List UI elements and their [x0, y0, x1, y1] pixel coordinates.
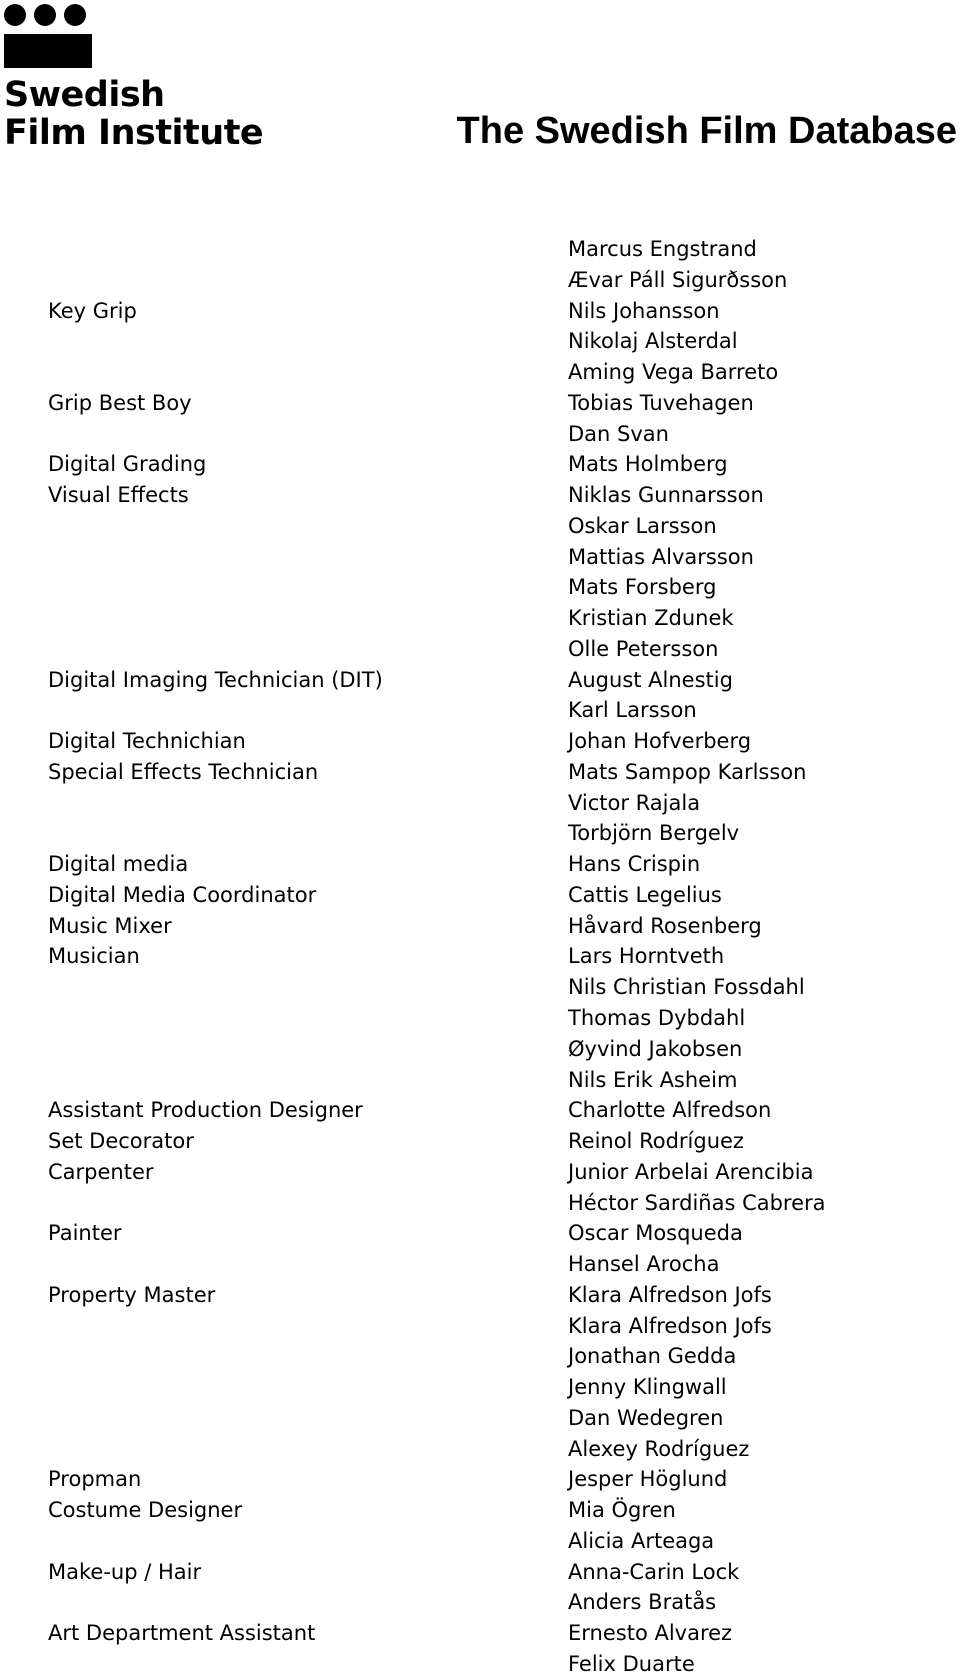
credit-role: Musician — [48, 944, 140, 969]
credit-name: Tobias Tuvehagen — [568, 390, 754, 415]
credit-row — [0, 1311, 960, 1342]
credit-role: Digital Technichian — [48, 729, 246, 754]
credit-role: Digital Imaging Technician (DIT) — [48, 667, 383, 692]
credit-name: Dan Svan — [568, 421, 669, 446]
credit-role: Property Master — [48, 1282, 216, 1307]
credit-row — [0, 1649, 960, 1680]
credit-name: Kristian Zdunek — [568, 606, 734, 631]
credit-row — [0, 1557, 960, 1588]
credit-row — [0, 388, 960, 419]
credit-row — [0, 1526, 960, 1557]
credit-row — [0, 480, 960, 511]
credit-row — [0, 449, 960, 480]
logo-dot — [4, 4, 26, 26]
credit-name: Reinol Rodríguez — [568, 1129, 744, 1154]
credit-row — [0, 1341, 960, 1372]
credit-row — [0, 1249, 960, 1280]
logo-mark — [4, 4, 94, 70]
credit-row — [0, 572, 960, 603]
credit-name: Mats Holmberg — [568, 452, 728, 477]
credit-row — [0, 880, 960, 911]
credit-name: Héctor Sardiñas Cabrera — [568, 1190, 826, 1215]
credit-row — [0, 1003, 960, 1034]
logo-dot — [64, 4, 86, 26]
credit-role: Art Department Assistant — [48, 1621, 316, 1646]
credit-row — [0, 419, 960, 450]
logo-wordmark: Swedish Film Institute — [4, 75, 264, 153]
credit-name: Victor Rajala — [568, 790, 701, 815]
credit-name: Håvard Rosenberg — [568, 913, 762, 938]
credit-role: Visual Effects — [48, 483, 189, 508]
credit-name: Niklas Gunnarsson — [568, 483, 764, 508]
credit-name: Oscar Mosqueda — [568, 1221, 743, 1246]
credit-row — [0, 1403, 960, 1434]
credit-row — [0, 357, 960, 388]
credit-row — [0, 1095, 960, 1126]
credit-row — [0, 1618, 960, 1649]
credit-name: Klara Alfredson Jofs — [568, 1282, 772, 1307]
credit-row — [0, 634, 960, 665]
sfi-logo — [4, 4, 264, 153]
credit-name: Nikolaj Alsterdal — [568, 329, 738, 354]
credit-name: Alicia Arteaga — [568, 1528, 715, 1553]
credit-role: Set Decorator — [48, 1129, 194, 1154]
credit-row — [0, 849, 960, 880]
credit-row — [0, 542, 960, 573]
credit-row — [0, 941, 960, 972]
credit-role: Painter — [48, 1221, 122, 1246]
credit-name: Nils Johansson — [568, 298, 720, 323]
credit-row — [0, 972, 960, 1003]
credit-name: Jesper Höglund — [568, 1467, 728, 1492]
logo-dot — [34, 4, 56, 26]
credit-name: Alexey Rodríguez — [568, 1436, 750, 1461]
credit-row — [0, 234, 960, 265]
logo-block — [46, 34, 92, 68]
credit-row — [0, 695, 960, 726]
credit-name: Lars Horntveth — [568, 944, 725, 969]
credit-row — [0, 326, 960, 357]
credit-role: Make-up / Hair — [48, 1559, 202, 1584]
credit-role: Grip Best Boy — [48, 390, 192, 415]
credit-row — [0, 1280, 960, 1311]
credit-row — [0, 818, 960, 849]
credit-name: Ernesto Alvarez — [568, 1621, 733, 1646]
credit-name: Anna-Carin Lock — [568, 1559, 740, 1584]
credit-name: Thomas Dybdahl — [568, 1006, 746, 1030]
credit-row — [0, 1126, 960, 1157]
credit-row — [0, 1587, 960, 1618]
credit-name: Torbjörn Bergelv — [568, 821, 740, 846]
credit-row — [0, 1188, 960, 1219]
credit-role: Propman — [48, 1467, 142, 1492]
credit-role: Costume Designer — [48, 1498, 243, 1523]
credit-role: Special Effects Technician — [48, 759, 319, 784]
credit-name: Oskar Larsson — [568, 513, 717, 538]
credit-name: Jonathan Gedda — [568, 1344, 737, 1369]
credit-name: Junior Arbelai Arencibia — [568, 1159, 814, 1184]
credit-role: Digital Grading — [48, 452, 207, 477]
credit-role: Key Grip — [48, 298, 137, 323]
credit-row — [0, 1495, 960, 1526]
credit-row — [0, 1034, 960, 1065]
credit-name: Nils Erik Asheim — [568, 1067, 738, 1092]
credit-row — [0, 603, 960, 634]
credit-name: Mats Forsberg — [568, 575, 717, 600]
credit-name: August Alnestig — [568, 667, 733, 692]
credit-row — [0, 665, 960, 696]
credit-row — [0, 788, 960, 819]
credit-name: Marcus Engstrand — [568, 237, 757, 261]
credit-name: Jenny Klingwall — [568, 1375, 727, 1400]
credit-name: Johan Hofverberg — [568, 729, 752, 754]
credit-row — [0, 1218, 960, 1249]
credit-name: Aming Vega Barreto — [568, 360, 779, 385]
credit-row — [0, 1464, 960, 1495]
credit-name: Cattis Legelius — [568, 882, 722, 907]
credit-name: Dan Wedegren — [568, 1405, 724, 1430]
credit-row — [0, 911, 960, 942]
logo-block — [4, 34, 50, 68]
credit-name: Ævar Páll Sigurðsson — [568, 267, 788, 292]
credit-row — [0, 511, 960, 542]
credit-name: Charlotte Alfredson — [568, 1098, 772, 1123]
credit-row — [0, 265, 960, 296]
credit-role: Digital Media Coordinator — [48, 882, 317, 907]
credit-row — [0, 757, 960, 788]
credit-name: Hansel Arocha — [568, 1252, 720, 1277]
credit-row — [0, 1434, 960, 1465]
credit-row — [0, 1157, 960, 1188]
credit-row — [0, 1065, 960, 1096]
credit-name: Karl Larsson — [568, 698, 697, 723]
credit-name: Mats Sampop Karlsson — [568, 759, 807, 784]
credit-name: Hans Crispin — [568, 852, 701, 877]
credit-name: Mia Ögren — [568, 1498, 676, 1523]
credit-name: Felix Duarte — [568, 1651, 695, 1676]
credit-role: Carpenter — [48, 1159, 154, 1184]
credit-row — [0, 296, 960, 327]
credit-name: Klara Alfredson Jofs — [568, 1313, 772, 1338]
credit-role: Music Mixer — [48, 913, 172, 938]
page-title: The Swedish Film Database — [456, 110, 957, 152]
credit-name: Anders Bratås — [568, 1590, 717, 1615]
credit-name: Olle Petersson — [568, 636, 719, 661]
credit-name: Nils Christian Fossdahl — [568, 975, 805, 1000]
credit-role: Digital media — [48, 852, 189, 877]
credit-name: Øyvind Jakobsen — [568, 1036, 743, 1061]
credit-name: Mattias Alvarsson — [568, 544, 754, 569]
credit-role: Assistant Production Designer — [48, 1098, 363, 1123]
credit-row — [0, 1372, 960, 1403]
credit-row — [0, 726, 960, 757]
